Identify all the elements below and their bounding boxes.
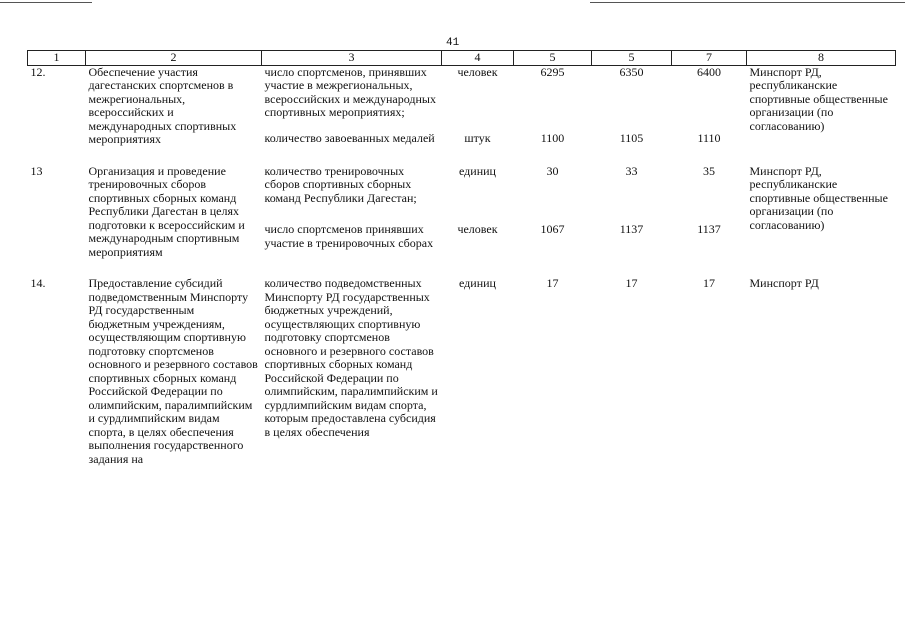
indicator-unit: человек (457, 222, 498, 237)
indicator-value: 6400 (697, 64, 721, 79)
responsible-cell: Минспорт РД (749, 276, 819, 290)
column-header: 1 (28, 51, 86, 66)
top-rule-left (0, 2, 92, 3)
indicator-unit: единиц (459, 276, 496, 290)
indicator-value: 17 (546, 276, 559, 290)
column-header: 5 (514, 51, 592, 66)
column-number-row (28, 51, 896, 66)
table-row (28, 165, 896, 216)
indicator-value: 6350 (619, 64, 644, 79)
activity-cell: Предоставление субсидий подведомственным Минспорту РД государственным бюджетным учреждениям, осуществляющим спортивную подготовку спортсменов основного и резервного составов спортивных сборных команд Российской Федерации по олимпийским, паралимпийским и сурдлимпийским видам спорта, в целях обеспечения выполнения государственного задания на (88, 276, 258, 466)
indicator-unit: штук (464, 131, 491, 146)
indicator-value: 33 (625, 163, 638, 178)
row-number: 12. (30, 64, 46, 79)
indicator-value: 6295 (540, 64, 565, 79)
indicator-name: число спортсменов принявших участие в тренировочных сборах (264, 222, 434, 250)
row-number: 13 (30, 163, 43, 178)
indicator-name: число спортсменов, принявших участие в межрегиональных, всероссийских и международных спортивных мероприятиях; (264, 64, 436, 119)
column-header: 8 (747, 51, 896, 66)
indicator-value: 35 (703, 163, 715, 178)
indicators-table (27, 50, 896, 466)
row-gap (28, 147, 896, 165)
indicator-name: количество завоеванных медалей (264, 131, 435, 146)
activity-cell: Обеспечение участия дагестанских спортсменов в межрегиональных, всероссийских и международных спортивных мероприятиях (88, 64, 237, 146)
indicator-unit: единиц (459, 163, 496, 178)
indicator-value: 1137 (697, 222, 721, 237)
top-rule-right (590, 2, 905, 3)
table-row (28, 277, 896, 466)
row-gap (28, 259, 896, 277)
indicator-name: количество подведомственных Минспорту РД государственных бюджетных учреждений, осуществляющих спортивную подготовку спортсменов основного и резервного составов спортивных сборных команд Российской Федерации по олимпийским, паралимпийским и сурдлимпийским видам спорта, которым предоставлена субсидия в целях обеспечения (264, 276, 438, 439)
indicator-value: 17 (625, 276, 638, 290)
indicator-name: количество тренировочных сборов спортивных сборных команд Республики Дагестан; (264, 163, 417, 205)
indicator-value: 17 (703, 276, 715, 290)
column-header: 2 (86, 51, 262, 66)
indicator-value: 1105 (619, 131, 644, 146)
row-number: 14. (30, 276, 46, 290)
column-header: 3 (262, 51, 442, 66)
activity-cell: Организация и проведение тренировочных сборов спортивных сборных команд Республики Дагестан в целях подготовки к всероссийским и международным спортивным мероприятиям (88, 163, 245, 259)
column-header: 4 (442, 51, 514, 66)
indicator-value: 1137 (619, 222, 644, 237)
table-row (28, 65, 896, 121)
indicator-value: 1100 (540, 131, 565, 146)
responsible-cell: Минспорт РД, республиканские спортивные общественные организации (по согласованию) (749, 163, 888, 232)
column-header: 5 (592, 51, 672, 66)
indicator-value: 1067 (540, 222, 565, 237)
responsible-cell: Минспорт РД, республиканские спортивные общественные организации (по согласованию) (749, 64, 888, 133)
page-number: 41 (446, 37, 460, 49)
indicator-unit: человек (457, 64, 498, 79)
indicator-value: 30 (546, 163, 559, 178)
indicator-value: 1110 (697, 131, 721, 146)
column-header: 7 (672, 51, 747, 66)
